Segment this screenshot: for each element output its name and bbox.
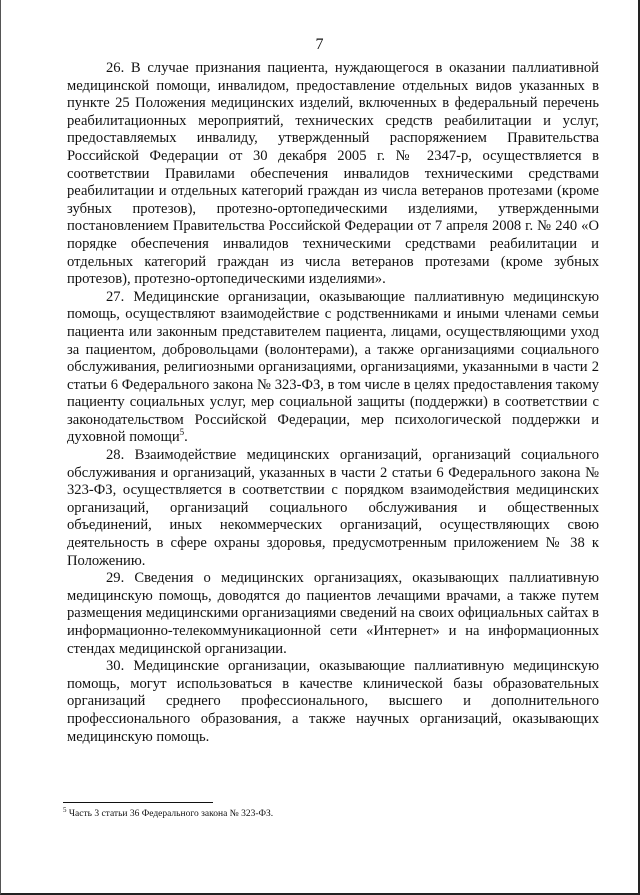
paragraph-28: 28. Взаимодействие медицинских организаций, организаций социального обслуживания и организаций, указанных в части 2 статьи 6 Федерального закона № 323-ФЗ, осуществляется в соответствии с порядком взаимодействия медицинских организаций, организаций социального обслуживания и общественных объединений, иных некоммерческих организаций, осуществляющих свою деятельность в сфере охраны здоровья, предусмотренным приложением № 38 к Положению. <box>67 447 599 569</box>
paragraph-27 <box>67 289 599 447</box>
footnote-divider <box>63 802 213 803</box>
footnote-marker: 5 <box>63 805 67 814</box>
footnote-text: Часть 3 статьи 36 Федерального закона № 323-ФЗ. <box>66 809 274 819</box>
paragraph-29: 29. Сведения о медицинских организациях, оказывающих паллиативную медицинскую помощь, доводятся до пациентов лечащими врачами, а также путем размещения медицинскими организациями сведений на своих официальных сайтах в информационно-телекоммуникационной сети «Интернет» и на информационных стендах медицинской организации. <box>67 570 599 657</box>
page-number: 7 <box>315 36 324 53</box>
paragraph-26: 26. В случае признания пациента, нуждающегося в оказании паллиативной медицинской помощи, инвалидом, предоставление отдельных видов указанных в пункте 25 Положения медицинских изделий, включенных в федеральный перечень реабилитационных мероприятий, технических средств реабилитации и услуг, предоставляемых инвалиду, утвержденный распоряжением Правительства Российской Федерации от 30 декабря 2005 г. № 2347-р, осуществляется в соответствии Правилами обеспечения инвалидов техническими средствами реабилитации и отдельных категорий граждан из числа ветеранов протезами (кроме зубных протезов), протезно-ортопедическими изделиями, утвержденными постановлением Правительства Российской Федерации от 7 апреля 2008 г. № 240 «О порядке обеспечения инвалидов техническими средствами реабилитации и отдельных категорий граждан из числа ветеранов протезами (кроме зубных протезов), протезно-ортопедическими изделиями». <box>67 60 599 288</box>
paragraph-30: 30. Медицинские организации, оказывающие паллиативную медицинскую помощь, могут использоваться в качестве клинической базы образовательных организаций среднего профессионального, высшего и дополнительного профессионального образования, а также научных организаций, оказывающих медицинскую помощь. <box>67 658 599 745</box>
document-body <box>67 60 599 746</box>
paragraph-27-end: . <box>184 429 188 446</box>
footnote <box>63 805 274 820</box>
footnote-reference[interactable]: 5 <box>179 427 185 438</box>
paragraph-27-text: 27. Медицинские организации, оказывающие паллиативную медицинскую помощь, осуществляют взаимодействие с родственниками и иными членами семьи пациента или законным представителем пациента, лицами, осуществляющими уход за пациентом, добровольцами (волонтерами), а также организациями социального обслуживания, религиозными организациями, организациями, указанными в части 2 статьи 6 Федерального закона № 323-ФЗ, в том числе в целях предоставления такому пациенту социальных услуг, мер социальной защиты (поддержки) в соответствии с законодательством Российской Федерации, мер психологической поддержки и духовной помощи <box>67 288 599 446</box>
